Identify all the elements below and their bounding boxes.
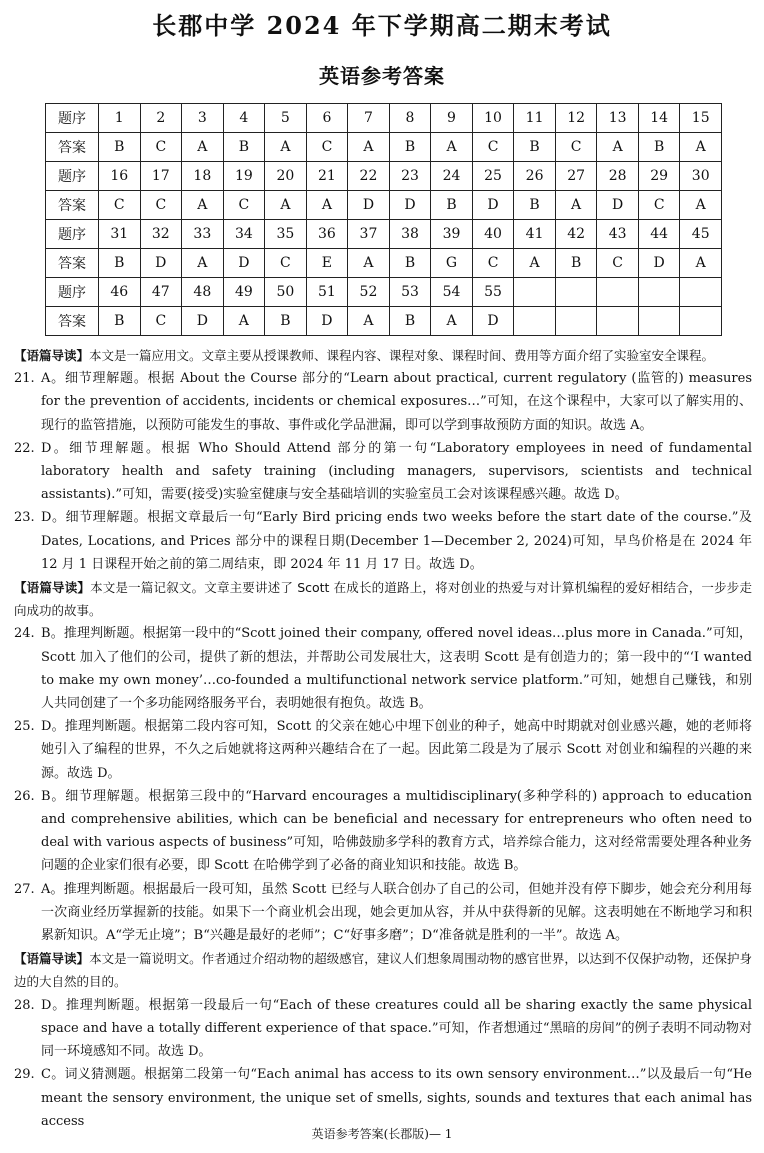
answer-letter-cell: D <box>472 307 514 336</box>
answer-letter-cell: A <box>680 249 722 278</box>
answer-letter-cell: B <box>555 249 597 278</box>
answer-letter-cell: C <box>140 307 182 336</box>
answer-letter-cell: C <box>306 133 348 162</box>
answer-letter-cell: C <box>99 191 141 220</box>
row-label: 答案 <box>46 133 99 162</box>
answer-letter-cell: A <box>431 307 473 336</box>
answer-letter-cell: B <box>638 133 680 162</box>
answer-letter-cell <box>638 307 680 336</box>
question-number-cell: 43 <box>597 220 639 249</box>
question-number-cell <box>680 278 722 307</box>
answer-row <box>46 307 722 336</box>
answer-letter-cell: E <box>306 249 348 278</box>
question-number-cell <box>597 278 639 307</box>
answer-letter-cell: A <box>514 249 556 278</box>
question-number-cell: 50 <box>265 278 307 307</box>
answer-letter-cell: A <box>265 191 307 220</box>
question-number-cell: 14 <box>638 104 680 133</box>
answer-letter-cell: A <box>431 133 473 162</box>
answer-letter-cell: D <box>223 249 265 278</box>
answer-letter-cell: A <box>265 133 307 162</box>
answer-letter-cell: B <box>265 307 307 336</box>
question-number-cell: 53 <box>389 278 431 307</box>
answer-letter-cell: C <box>140 191 182 220</box>
answer-letter-cell: B <box>99 133 141 162</box>
answer-letter-cell: C <box>597 249 639 278</box>
question-number-cell: 1 <box>99 104 141 133</box>
question-number-cell: 34 <box>223 220 265 249</box>
question-number-cell: 51 <box>306 278 348 307</box>
explanation-item: 29. C。词义猜测题。根据第二段第一句“Each animal has access to its own sensory environment…”以及最后一句“He meant the sensory environment, the unique set of smells, sights, sounds and textures that each animal has access <box>14 1067 752 1129</box>
question-number-cell: 4 <box>223 104 265 133</box>
question-number-cell: 22 <box>348 162 390 191</box>
question-number-cell: 40 <box>472 220 514 249</box>
answer-letter-cell: C <box>223 191 265 220</box>
explanation-item: 23. D。细节理解题。根据文章最后一句“Early Bird pricing ends two weeks before the start date of the course.”及 Dates, Locations, and Prices 部分中的课程日期(December 1—December 2, 2024)可知，早鸟价格是在 2024 年 12 月 1 日课程开始之前的第二周结束，即 2024 年 11 月 17 日。故选 D。 <box>14 510 752 572</box>
answer-letter-cell: A <box>555 191 597 220</box>
answer-letter-cell: A <box>348 249 390 278</box>
passage-intro: 【语篇导读】本文是一篇说明文。作者通过介绍动物的超级感官，建议人们想象周围动物的感官世界，以达到不仅保护动物，还保护身边的大自然的目的。 <box>14 951 752 990</box>
answer-letter-cell <box>680 307 722 336</box>
explanation-item: 25. D。推理判断题。根据第二段内容可知，Scott 的父亲在她心中埋下创业的种子，她高中时期就对创业感兴趣，她的老师将她引入了编程的世界，不久之后她就将这两种兴趣结合在了一起。因此第二段是为了展示 Scott 对创业和编程的兴趣的来源。故选 D。 <box>14 719 752 781</box>
question-number-cell: 8 <box>389 104 431 133</box>
question-number-cell: 41 <box>514 220 556 249</box>
question-number-cell: 28 <box>597 162 639 191</box>
question-number-cell: 5 <box>265 104 307 133</box>
answer-letter-cell: A <box>680 133 722 162</box>
question-number-cell: 23 <box>389 162 431 191</box>
answer-letter-cell <box>555 307 597 336</box>
answer-letter-cell: C <box>472 249 514 278</box>
question-number-cell: 52 <box>348 278 390 307</box>
question-number-cell <box>638 278 680 307</box>
question-number-cell: 13 <box>597 104 639 133</box>
explanation-item: 27. A。推理判断题。根据最后一段可知，虽然 Scott 已经与人联合创办了自己的公司，但她并没有停下脚步，她会充分利用每一次商业经历掌握新的技能。如果下一个商业机会出现，她会更加从容，并从中获得新的见解。这表明她在不断地学习和积累新知识。A“学无止境”；B“兴趣是最好的老师”；C“好事多磨”；D“准备就是胜利的一半”。故选 A。 <box>14 881 752 944</box>
question-number-cell: 54 <box>431 278 473 307</box>
answer-letter-cell: C <box>140 133 182 162</box>
question-number-cell: 9 <box>431 104 473 133</box>
question-number-cell: 49 <box>223 278 265 307</box>
answer-row <box>46 191 722 220</box>
answer-row <box>46 249 722 278</box>
question-number-cell: 16 <box>99 162 141 191</box>
question-number-cell: 45 <box>680 220 722 249</box>
answer-letter-cell: C <box>555 133 597 162</box>
question-number-cell: 29 <box>638 162 680 191</box>
question-number-cell: 20 <box>265 162 307 191</box>
answer-letter-cell: D <box>140 249 182 278</box>
question-number-cell: 24 <box>431 162 473 191</box>
answer-letter-cell: A <box>680 191 722 220</box>
question-number-cell: 35 <box>265 220 307 249</box>
answer-letter-cell: A <box>223 307 265 336</box>
answer-letter-cell: D <box>472 191 514 220</box>
passage-intro: 【语篇导读】本文是一篇记叙文。文章主要讲述了 Scott 在成长的道路上，将对创业的热爱与对计算机编程的爱好相结合，一步步走向成功的故事。 <box>14 580 752 619</box>
answer-letter-cell: B <box>99 307 141 336</box>
answer-letter-cell: D <box>306 307 348 336</box>
answer-letter-cell: B <box>514 133 556 162</box>
answer-letter-cell: B <box>389 133 431 162</box>
explanation-item: 21. A。细节理解题。根据 About the Course 部分的“Learn about practical, current regulatory (监管的) measures for the prevention of accidents, incidents or chemical exposures…”可知，在这个课程中，大家可以了解实用的、现行的监管措施，以预防可能发生的事故、事件或化学品泄漏，即可以学到事故预防方面的知识。故选 A。 <box>14 371 752 433</box>
answer-letter-cell: A <box>182 191 224 220</box>
answer-table <box>45 103 722 336</box>
answer-letter-cell: A <box>348 133 390 162</box>
answer-letter-cell: D <box>597 191 639 220</box>
question-number-cell: 19 <box>223 162 265 191</box>
question-number-row <box>46 278 722 307</box>
answer-letter-cell: D <box>182 307 224 336</box>
question-number-cell <box>514 278 556 307</box>
answer-letter-cell <box>597 307 639 336</box>
question-number-cell: 6 <box>306 104 348 133</box>
question-number-row <box>46 220 722 249</box>
question-number-cell: 48 <box>182 278 224 307</box>
question-number-cell: 36 <box>306 220 348 249</box>
question-number-cell: 30 <box>680 162 722 191</box>
question-number-cell: 26 <box>514 162 556 191</box>
answer-letter-cell: A <box>182 133 224 162</box>
row-label: 题序 <box>46 220 99 249</box>
question-number-cell: 10 <box>472 104 514 133</box>
question-number-cell: 31 <box>99 220 141 249</box>
answer-letter-cell: B <box>223 133 265 162</box>
answer-letter-cell: B <box>431 191 473 220</box>
explanation-item: 24. B。推理判断题。根据第一段中的“Scott joined their company, offered novel ideas…plus more in Canada.”可知，Scott 加入了他们的公司，提供了新的想法，并帮助公司发展壮大，这表明 Scott 是有创造力的；第一段中的“‘I wanted to make my own money’…co-founded a multifunctional network service platform.”可知，她想自己赚钱，和别人共同创建了一个多功能网络服务平台，表明她很有抱负。故选 B。 <box>14 626 752 712</box>
answer-letter-cell: A <box>306 191 348 220</box>
question-number-cell: 55 <box>472 278 514 307</box>
question-number-cell: 33 <box>182 220 224 249</box>
answer-letter-cell: D <box>389 191 431 220</box>
answer-row <box>46 133 722 162</box>
answer-letter-cell: G <box>431 249 473 278</box>
question-number-cell: 39 <box>431 220 473 249</box>
question-number-cell: 2 <box>140 104 182 133</box>
question-number-cell: 17 <box>140 162 182 191</box>
answer-letter-cell: D <box>348 191 390 220</box>
answer-letter-cell: C <box>265 249 307 278</box>
question-number-cell <box>555 278 597 307</box>
question-number-cell: 18 <box>182 162 224 191</box>
passage-intro: 【语篇导读】本文是一篇应用文。文章主要从授课教师、课程内容、课程对象、课程时间、费用等方面介绍了实验室安全课程。 <box>14 348 715 363</box>
question-number-row <box>46 162 722 191</box>
page-footer: 英语参考答案(长郡版)— 1 <box>311 1127 453 1141</box>
answer-letter-cell: C <box>638 191 680 220</box>
question-number-cell: 46 <box>99 278 141 307</box>
page-title: 长郡中学 2024 年下学期高二期末考试 <box>152 11 612 40</box>
row-label: 题序 <box>46 104 99 133</box>
question-number-cell: 27 <box>555 162 597 191</box>
question-number-cell: 21 <box>306 162 348 191</box>
question-number-cell: 7 <box>348 104 390 133</box>
question-number-row <box>46 104 722 133</box>
question-number-cell: 11 <box>514 104 556 133</box>
answer-letter-cell: A <box>182 249 224 278</box>
answer-letter-cell: B <box>99 249 141 278</box>
question-number-cell: 15 <box>680 104 722 133</box>
page-subtitle: 英语参考答案 <box>319 64 445 88</box>
question-number-cell: 47 <box>140 278 182 307</box>
row-label: 题序 <box>46 162 99 191</box>
question-number-cell: 42 <box>555 220 597 249</box>
answer-explanations <box>14 344 752 1133</box>
answer-letter-cell: A <box>597 133 639 162</box>
answer-letter-cell <box>514 307 556 336</box>
answer-letter-cell: B <box>389 307 431 336</box>
question-number-cell: 38 <box>389 220 431 249</box>
answer-letter-cell: B <box>389 249 431 278</box>
explanation-item: 22. D。细节理解题。根据 Who Should Attend 部分的第一句“Laboratory employees in need of fundamental laboratory health and safety training (including managers, supervisors, scientists and technical assistants).”可知，需要(接受)实验室健康与安全基础培训的实验室员工会对该课程感兴趣。故选 D。 <box>14 440 752 503</box>
question-number-cell: 12 <box>555 104 597 133</box>
answer-letter-cell: D <box>638 249 680 278</box>
row-label: 题序 <box>46 278 99 307</box>
row-label: 答案 <box>46 307 99 336</box>
explanation-item: 26. B。细节理解题。根据第三段中的“Harvard encourages a multidisciplinary(多种学科的) approach to education and comprehensive abilities, which can be beneficial and necessary for entrepreneurs who often need to deal with various aspects of business”可知，哈佛鼓励多学科的教育方式，培养综合能力，这对经常需要处理各种业务问题的企业家们很有必要，即 Scott 在哈佛学到了必备的商业知识和技能。故选 B。 <box>14 788 752 874</box>
row-label: 答案 <box>46 191 99 220</box>
row-label: 答案 <box>46 249 99 278</box>
question-number-cell: 3 <box>182 104 224 133</box>
question-number-cell: 44 <box>638 220 680 249</box>
answer-letter-cell: A <box>348 307 390 336</box>
question-number-cell: 32 <box>140 220 182 249</box>
question-number-cell: 37 <box>348 220 390 249</box>
answer-letter-cell: B <box>514 191 556 220</box>
answer-letter-cell: C <box>472 133 514 162</box>
question-number-cell: 25 <box>472 162 514 191</box>
explanation-item: 28. D。推理判断题。根据第一段最后一句“Each of these creatures could all be sharing exactly the same physical space and have a totally different experience of that space.”可知，作者想通过“黑暗的房间”的例子表明不同动物对同一环境感知不同。故选 D。 <box>14 997 752 1060</box>
